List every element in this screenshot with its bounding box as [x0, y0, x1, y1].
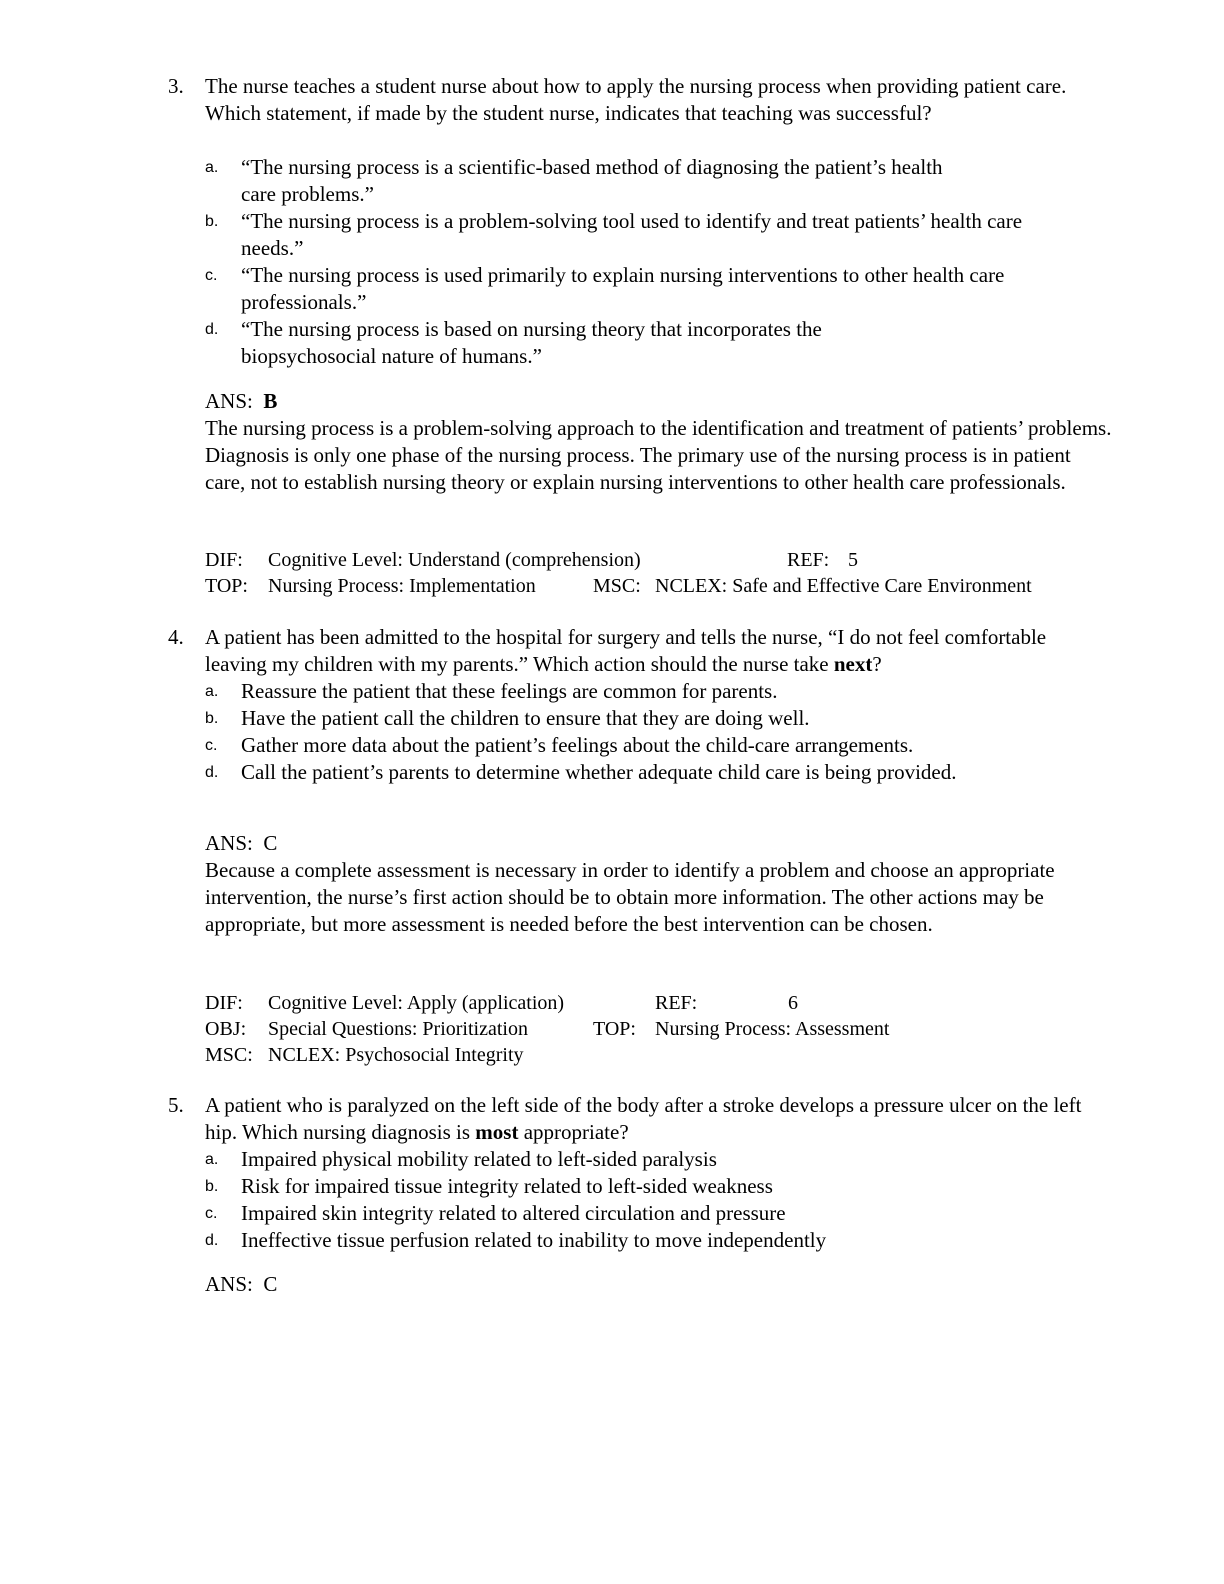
ref-value: 6	[788, 992, 798, 1014]
option-c	[205, 262, 1031, 316]
option-text: Gather more data about the patient’s feelings about the child-care arrangements.	[241, 733, 914, 757]
dif-label: DIF:	[205, 992, 243, 1014]
dif-value: Cognitive Level: Understand (comprehension)	[268, 549, 641, 571]
option-letter: a.	[205, 683, 219, 700]
option-b	[205, 208, 1031, 262]
msc-label: MSC:	[593, 575, 641, 597]
top-label: TOP:	[593, 1018, 636, 1040]
stem-emphasis: most	[475, 1120, 519, 1144]
msc-label: MSC:	[205, 1044, 253, 1066]
option-text: “The nursing process is a scientific-based method of diagnosing the patient’s health care problems.”	[241, 155, 943, 206]
option-letter: d.	[205, 764, 219, 781]
answer-line	[205, 1271, 1110, 1298]
option-letter: d.	[205, 321, 219, 338]
stem-text-end: ?	[872, 652, 882, 676]
option-text: “The nursing process is based on nursing theory that incorporates the biopsychosocial nature of humans.”	[241, 317, 822, 368]
option-text: “The nursing process is used primarily to explain nursing interventions to other health care professionals.”	[241, 263, 1005, 314]
answer-line	[205, 830, 1110, 857]
msc-value: NCLEX: Safe and Effective Care Environment	[655, 575, 1032, 597]
option-a	[205, 678, 1110, 705]
option-text: Risk for impaired tissue integrity related to left-sided weakness	[241, 1174, 773, 1198]
question-number: 3.	[168, 74, 184, 98]
question-stem	[205, 1092, 1115, 1146]
answer-value: C	[263, 831, 278, 855]
option-letter: a.	[205, 1151, 219, 1168]
option-text: Have the patient call the children to ensure that they are doing well.	[241, 706, 810, 730]
option-d	[205, 759, 1001, 786]
option-text: Ineffective tissue perfusion related to inability to move independently	[241, 1228, 827, 1252]
top-value: Nursing Process: Assessment	[655, 1018, 890, 1040]
option-c	[205, 732, 1110, 759]
option-list	[205, 154, 1110, 370]
option-c	[205, 1200, 1110, 1227]
ref-label: REF:	[787, 549, 830, 571]
option-list	[205, 678, 1110, 786]
question-number: 5.	[168, 1093, 184, 1117]
option-letter: b.	[205, 213, 219, 230]
option-b	[205, 1173, 1110, 1200]
option-letter: d.	[205, 1232, 219, 1249]
question-number: 4.	[168, 625, 184, 649]
option-text: “The nursing process is a problem-solving tool used to identify and treat patients’ health care needs.”	[241, 209, 1023, 260]
option-text: Impaired skin integrity related to altered circulation and pressure	[241, 1201, 786, 1225]
answer-label: ANS:	[205, 389, 253, 413]
msc-value: NCLEX: Psychosocial Integrity	[268, 1044, 524, 1066]
question-stem	[205, 624, 1105, 678]
dif-label: DIF:	[205, 549, 243, 571]
obj-label: OBJ:	[205, 1018, 247, 1040]
stem-emphasis: next	[833, 652, 873, 676]
dif-value: Cognitive Level: Apply (application)	[268, 992, 565, 1014]
answer-value: C	[263, 1272, 278, 1296]
metadata	[205, 547, 1125, 599]
stem-text-end: appropriate?	[518, 1120, 629, 1144]
option-letter: b.	[205, 710, 219, 727]
option-letter: a.	[205, 159, 219, 176]
rationale: Because a complete assessment is necessary in order to identify a problem and choose an appropriate intervention, the nurse’s first action should be to obtain more information. The other actions may be appropriate, but more assessment is needed before the best intervention can be chosen.	[205, 858, 1055, 936]
answer-value: B	[263, 389, 278, 413]
stem-text: A patient has been admitted to the hospital for surgery and tells the nurse, “I do not feel comfortable leaving my children with my parents.” Which action should the nurse take	[205, 625, 1047, 676]
option-a	[205, 1146, 1110, 1173]
answer-line	[205, 388, 1110, 415]
option-text: Reassure the patient that these feelings are common for parents.	[241, 679, 778, 703]
question-stem: The nurse teaches a student nurse about how to apply the nursing process when providing patient care. Which statement, if made by the student nurse, indicates that teaching was successful?	[205, 74, 1067, 125]
rationale: The nursing process is a problem-solving approach to the identification and treatment of patients’ problems. Diagnosis is only one phase of the nursing process. The primary use of the nursing process is in patient care, not to establish nursing theory or explain nursing interventions to other health care professionals.	[205, 416, 1112, 494]
answer-label: ANS:	[205, 831, 253, 855]
option-letter: c.	[205, 267, 218, 284]
option-b	[205, 705, 1110, 732]
option-letter: b.	[205, 1178, 219, 1195]
answer-label: ANS:	[205, 1272, 253, 1296]
ref-value: 5	[848, 549, 858, 571]
stem-text: A patient who is paralyzed on the left side of the body after a stroke develops a pressure ulcer on the left hip. Which nursing diagnosis is	[205, 1093, 1082, 1144]
top-value: Nursing Process: Implementation	[268, 575, 536, 597]
option-text: Impaired physical mobility related to left-sided paralysis	[241, 1147, 717, 1171]
top-label: TOP:	[205, 575, 248, 597]
option-d	[205, 316, 941, 370]
obj-value: Special Questions: Prioritization	[268, 1018, 528, 1040]
metadata	[205, 990, 1125, 1068]
option-letter: c.	[205, 1205, 218, 1222]
ref-label: REF:	[655, 992, 698, 1014]
option-text: Call the patient’s parents to determine whether adequate child care is being provided.	[241, 760, 957, 784]
option-d	[205, 1227, 1110, 1254]
option-list	[205, 1146, 1110, 1254]
option-letter: c.	[205, 737, 218, 754]
option-a	[205, 154, 981, 208]
